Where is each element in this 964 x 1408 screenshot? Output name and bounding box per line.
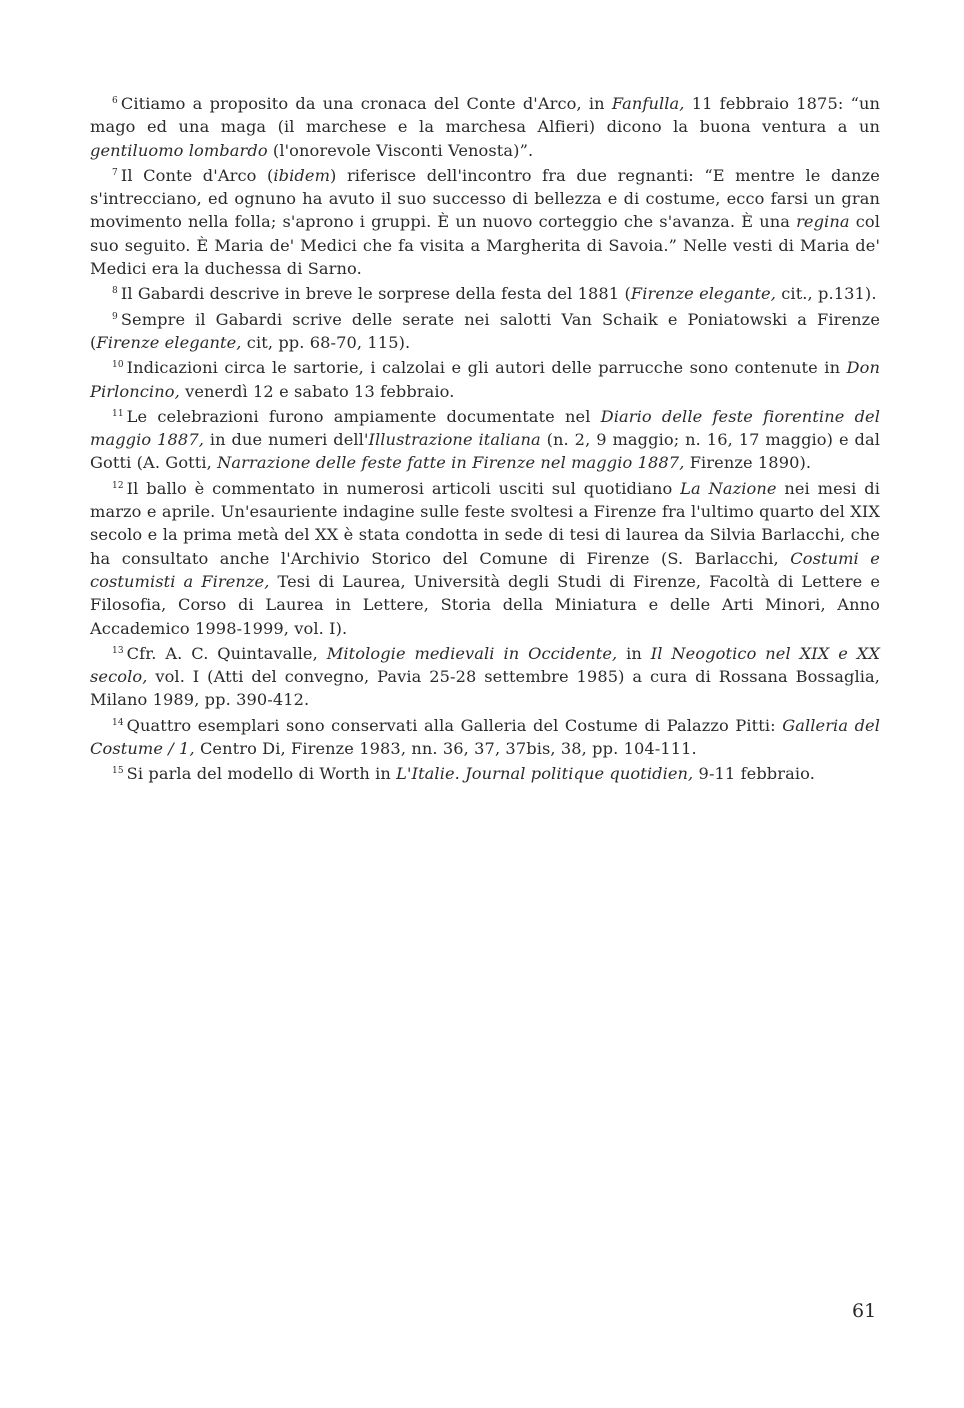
footnote-11 xyxy=(90,405,880,475)
footnote-text: cit, pp. 68-70, 115). xyxy=(241,332,411,352)
footnote-text: Centro Di, Firenze 1983, nn. 36, 37, 37bis, 38, pp. 104-111. xyxy=(194,739,697,759)
footnote-text: Tesi di Laurea, Università degli Studi di Firenze, Facoltà di Lettere e Filosofia, Corso di Laurea in Lettere, Storia della Miniatura e delle Arti Minori, Anno Accademico 1998-1999, vol. I). xyxy=(90,571,880,638)
footnote-10 xyxy=(90,356,880,403)
footnote-9 xyxy=(90,308,880,355)
footnotes-section xyxy=(90,92,880,788)
footnote-text: (n. 2, 9 maggio; n. 16, 17 maggio) e dal Gotti (A. Gotti, xyxy=(90,430,880,473)
footnote-text: Cfr. A. C. Quintavalle, xyxy=(126,643,327,663)
footnote-italic-text: Il Neogotico nel XIX e XX secolo, xyxy=(90,643,880,687)
footnote-text: vol. I (Atti del convegno, Pavia 25-28 settembre 1985) a cura di Rossana Bossaglia, Milano 1989, pp. 390-412. xyxy=(90,667,880,710)
footnote-6 xyxy=(90,92,880,162)
footnote-number: 15 xyxy=(112,766,124,777)
footnote-number: 6 xyxy=(112,96,118,106)
footnote-text: Le celebrazioni furono ampiamente documentate nel xyxy=(126,406,601,426)
footnote-7 xyxy=(90,164,880,280)
footnote-text: col suo seguito. È Maria de' Medici che fa visita a Margherita di Savoia.” Nelle vesti di Maria de' Medici era la duchessa di Sarno. xyxy=(90,212,880,279)
footnote-italic-text: gentiluomo lombardo xyxy=(90,140,268,160)
footnote-italic-text: Costumi e costumisti a Firenze, xyxy=(90,548,880,591)
footnote-number: 12 xyxy=(112,480,124,491)
footnote-text: venerdì 12 e sabato 13 febbraio. xyxy=(179,381,455,401)
page-number: 61 xyxy=(852,1300,877,1322)
footnote-text: Il ballo è commentato in numerosi articoli usciti sul quotidiano xyxy=(126,478,681,498)
footnote-italic-text: Fanfulla, xyxy=(611,94,685,113)
footnote-italic-text: regina xyxy=(796,212,850,232)
footnote-number: 9 xyxy=(112,311,118,322)
footnote-text: Citiamo a proposito da una cronaca del Conte d'Arco, in xyxy=(120,94,612,113)
footnote-number: 11 xyxy=(112,408,124,419)
footnote-number: 7 xyxy=(112,167,118,178)
footnote-text: Indicazioni circa le sartorie, i calzolai e gli autori delle parrucche sono contenute in xyxy=(126,358,847,378)
footnote-text: Quattro esemplari sono conservati alla Galleria del Costume di Palazzo Pitti: xyxy=(126,715,783,735)
footnote-italic-text: Firenze elegante, xyxy=(96,332,242,352)
footnote-8 xyxy=(90,282,880,305)
footnote-italic-text: Narrazione delle feste fatte in Firenze nel maggio 1887, xyxy=(217,453,685,473)
footnote-text: Firenze 1890). xyxy=(684,453,812,473)
footnote-number: 8 xyxy=(112,286,118,297)
footnote-text: cit., p.131). xyxy=(776,284,877,304)
footnote-italic-text: Firenze elegante, xyxy=(630,284,776,304)
footnote-italic-text: Diario delle feste fiorentine del maggio 1887, xyxy=(90,406,880,450)
footnote-italic-text: ibidem xyxy=(273,165,331,185)
footnote-text: Sempre il Gabardi scrive delle serate nei salotti Van Schaik e Poniatowski a Firenze ( xyxy=(90,309,880,352)
footnote-text: in due numeri dell' xyxy=(203,430,369,450)
footnote-italic-text: Don Pirloncino, xyxy=(90,358,880,401)
footnote-italic-text: Mitologie medievali in Occidente, xyxy=(326,643,618,663)
footnote-text: Il Gabardi descrive in breve le sorprese della festa del 1881 ( xyxy=(120,284,631,304)
footnote-text: Il Conte d'Arco ( xyxy=(120,165,274,185)
footnote-number: 10 xyxy=(112,360,124,371)
footnote-12 xyxy=(90,477,880,640)
footnote-text: 9-11 febbraio. xyxy=(693,764,815,784)
footnote-italic-text: Galleria del Costume / 1, xyxy=(90,715,881,759)
footnote-text: (l'onorevole Visconti Venosta)”. xyxy=(267,140,534,160)
footnote-italic-text: Illustrazione italiana xyxy=(368,430,541,450)
footnote-14 xyxy=(90,714,880,761)
footnote-italic-text: La Nazione xyxy=(680,478,777,498)
footnote-italic-text: L'Italie. Journal politique quotidien, xyxy=(396,764,694,784)
footnote-number: 13 xyxy=(112,645,124,656)
footnote-text: 11 febbraio 1875: “un mago ed una maga (il marchese e la marchesa Alfieri) dicono la buona ventura a un xyxy=(90,94,880,137)
footnote-number: 14 xyxy=(112,717,124,728)
footnote-13 xyxy=(90,642,880,712)
footnote-text: in xyxy=(617,643,651,663)
footnote-text: ) riferisce dell'incontro fra due regnanti: “E mentre le danze s'intrecciano, ed ognuno ha avuto il suo successo di bellezza e di costume, ecco farsi un gran movimento nella folla; s'aprono i gruppi. È un nuovo corteggio che s'avanza. È una xyxy=(90,165,880,232)
footnote-15 xyxy=(90,762,880,785)
footnote-text: Si parla del modello di Worth in xyxy=(126,764,397,784)
footnote-text: nei mesi di marzo e aprile. Un'esauriente indagine sulle feste svoltesi a Firenze fra l'ultimo quarto del XIX secolo e la prima metà del XX è stata condotta in sede di tesi di laurea da Silvia Barlacchi, che ha consultato anche l'Archivio Storico del Comune di Firenze (S. Barlacchi, xyxy=(90,478,881,568)
